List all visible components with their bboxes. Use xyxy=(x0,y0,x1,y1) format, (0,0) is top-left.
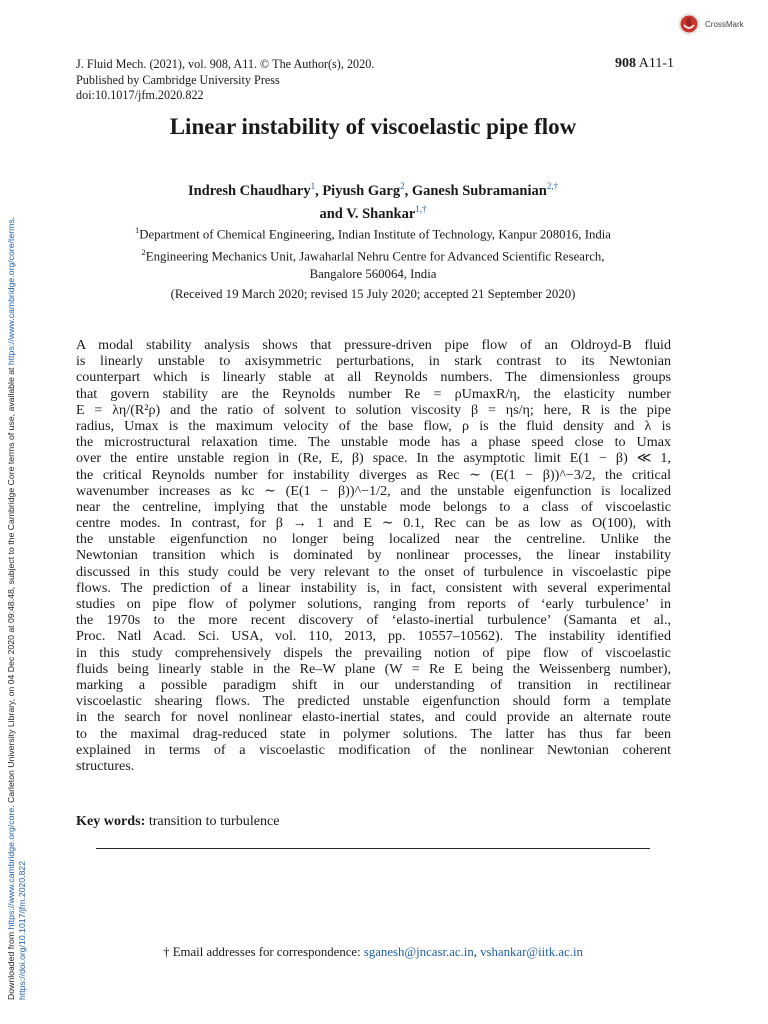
core-link[interactable]: https://www.cambridge.org/core xyxy=(6,807,16,930)
author-name: and V. Shankar xyxy=(319,205,416,222)
abstract-line: near the centreline, implying that the unstable mode belongs to a class of viscoelastic xyxy=(76,498,671,515)
affiliation: $^2$Engineering Mechanics Unit, Jawaharlal Nehru Centre for Advanced Scientific Research, xyxy=(141,246,605,264)
affiliations xyxy=(0,222,746,283)
footnote-divider xyxy=(96,848,650,849)
abstract-line: is linearly unstable to axisymmetric perturbations, in stark contrast to its Newtonian xyxy=(76,353,671,370)
abstract-line: the microstructural relaxation time. The unstable mode has a phase speed close to Umax xyxy=(76,434,671,451)
doi-link[interactable]: https://doi.org/10.1017/jfm.2020.822 xyxy=(17,860,27,1000)
email-link[interactable]: sganesh@jncasr.ac.in xyxy=(363,945,474,959)
abstract-line: Proc. Natl Acad. Sci. USA, vol. 110, 2013, pp. 10557–10562). The instability identified xyxy=(76,628,671,645)
author-name: Ganesh Subramanian xyxy=(411,182,547,199)
author-affiliation-mark[interactable]: 2 xyxy=(400,181,405,191)
paper-title: Linear instability of viscoelastic pipe flow xyxy=(169,114,577,139)
author-affiliation-mark[interactable]: 2,† xyxy=(546,181,559,191)
author-name: Piyush Garg xyxy=(322,182,401,199)
abstract-line: flows. The prediction of a linear instability is, in fact, consistent with several experimental xyxy=(76,579,671,596)
abstract-line: E = λη/(R²ρ) and the ratio of solvent to solution viscosity β = ηs/η; here, R is the pipe xyxy=(76,401,671,418)
abstract-line: in the search for novel nonlinear elasto-inertial states, and could provide an alternate route xyxy=(76,709,671,726)
abstract-line: Newtonian transition which is dominated by nonlinear processes, the linear instability xyxy=(76,547,671,564)
abstract-line: wavenumber increases as kc ∼ (E(1 − β))^−1/2, and the unstable eigenfunction is localized xyxy=(76,482,671,499)
abstract-line: in this study comprehensively dispels the prevailing notion of pipe flow of viscoelastic xyxy=(76,644,671,661)
page-identifier xyxy=(615,56,674,72)
abstract-line: to the maximal drag-reduced state in polymer solutions. The latter has thus far been xyxy=(76,725,671,742)
volume-number: 908 xyxy=(615,56,637,71)
crossmark-icon xyxy=(677,12,701,36)
author-line-2 xyxy=(0,200,746,223)
abstract-line: discussed in this study could be very relevant to the onset of turbulence in viscoelastic pipe xyxy=(76,563,671,580)
abstract-line: studies on pipe flow of polymer solutions, ranging from reports of ‘early turbulence’ in xyxy=(76,596,671,612)
abstract-line: marking a possible paradigm shift in our understanding of transition in rectilinear xyxy=(76,676,671,693)
abstract-line: centre modes. In contrast, for β → 1 and E ∼ 0.1, Rec can be as low as O(100), with xyxy=(76,515,671,532)
email-link[interactable]: vshankar@iitk.ac.in xyxy=(480,945,583,959)
journal-citation: J. Fluid Mech. (2021), vol. 908, A11. © The Author(s), 2020. xyxy=(76,57,375,71)
abstract-line: counterpart which is linearly stable at all Reynolds numbers. The dimensionless groups xyxy=(76,369,671,386)
download-note-line1: Downloaded from https://www.cambridge.org/core. Carleton University Library, on 04 Dec 2020 at 09:48:48, subject to the Cambridge Core terms of use, available at https://www.cambridge.org/core/terms. xyxy=(6,216,16,1000)
abstract-line: viscoelastic shearing flows. The predicted unstable eigenfunction should form a template xyxy=(76,693,671,710)
keywords xyxy=(76,813,280,830)
affiliation: Bangalore 560064, India xyxy=(309,266,437,281)
keywords-text: transition to turbulence xyxy=(148,813,280,829)
terms-link[interactable]: https://www.cambridge.org/core/terms xyxy=(6,219,16,366)
publisher-line: Published by Cambridge University Press xyxy=(76,72,280,87)
download-note xyxy=(6,217,28,1000)
abstract-line: that govern stability are the Reynolds number Re = ρUmaxR/η, the elasticity number xyxy=(76,385,671,402)
keywords-label: Key words: xyxy=(76,813,146,829)
author-affiliation-mark[interactable]: 1,† xyxy=(415,203,427,214)
abstract-line: structures. xyxy=(76,757,135,774)
author-affiliation-mark[interactable]: 1 xyxy=(310,181,316,191)
affiliation: $^1$Department of Chemical Engineering, Indian Institute of Technology, Kanpur 208016, India xyxy=(134,225,611,242)
author-line-1: Indresh Chaudhary$^1$, Piyush Garg$^2$, Ganesh Subramanian$^{2,\dagger}$ xyxy=(187,181,559,199)
abstract xyxy=(76,337,671,774)
abstract-line: fluids being linearly stable in the Re–W plane (W = Re E being the Weissenberg number), xyxy=(76,660,671,677)
article-number: A11-1 xyxy=(636,56,674,71)
abstract-line: the unstable eigenfunction no longer being localized near the centreline. Unlike the xyxy=(76,531,671,548)
doi-line: doi:10.1017/jfm.2020.822 xyxy=(76,88,204,103)
correspondence-footnote: † Email addresses for correspondence: sganesh@jncasr.ac.in, vshankar@iitk.ac.in xyxy=(163,945,583,959)
abstract-line: explained in terms of a viscoelastic modification of the nonlinear Newtonian coherent xyxy=(76,741,671,758)
author-list xyxy=(0,177,746,223)
abstract-line: the 1970s to the more recent discovery of ‘elasto-inertial turbulence’ (Samanta et al., xyxy=(76,612,671,629)
abstract-line: over the entire unstable region in (Re, E, β) space. In the asymptotic limit E(1 − β) ≪ 1, xyxy=(76,450,671,467)
journal-info xyxy=(76,57,374,104)
crossmark-badge[interactable] xyxy=(677,12,744,36)
abstract-line: radius, Umax is the maximum velocity of the base flow, ρ is the fluid density and λ is xyxy=(76,417,671,434)
abstract-line: the critical Reynolds number for instability diverges as Rec ∼ (E(1 − β))^−3/2, the critical xyxy=(76,466,671,483)
author-name: Indresh Chaudhary xyxy=(187,182,311,199)
crossmark-label: CrossMark xyxy=(705,19,744,29)
abstract-line: A modal stability analysis shows that pressure-driven pipe flow of an Oldroyd-B fluid xyxy=(76,337,671,353)
received-dates: (Received 19 March 2020; revised 15 July 2020; accepted 21 September 2020) xyxy=(170,287,576,301)
